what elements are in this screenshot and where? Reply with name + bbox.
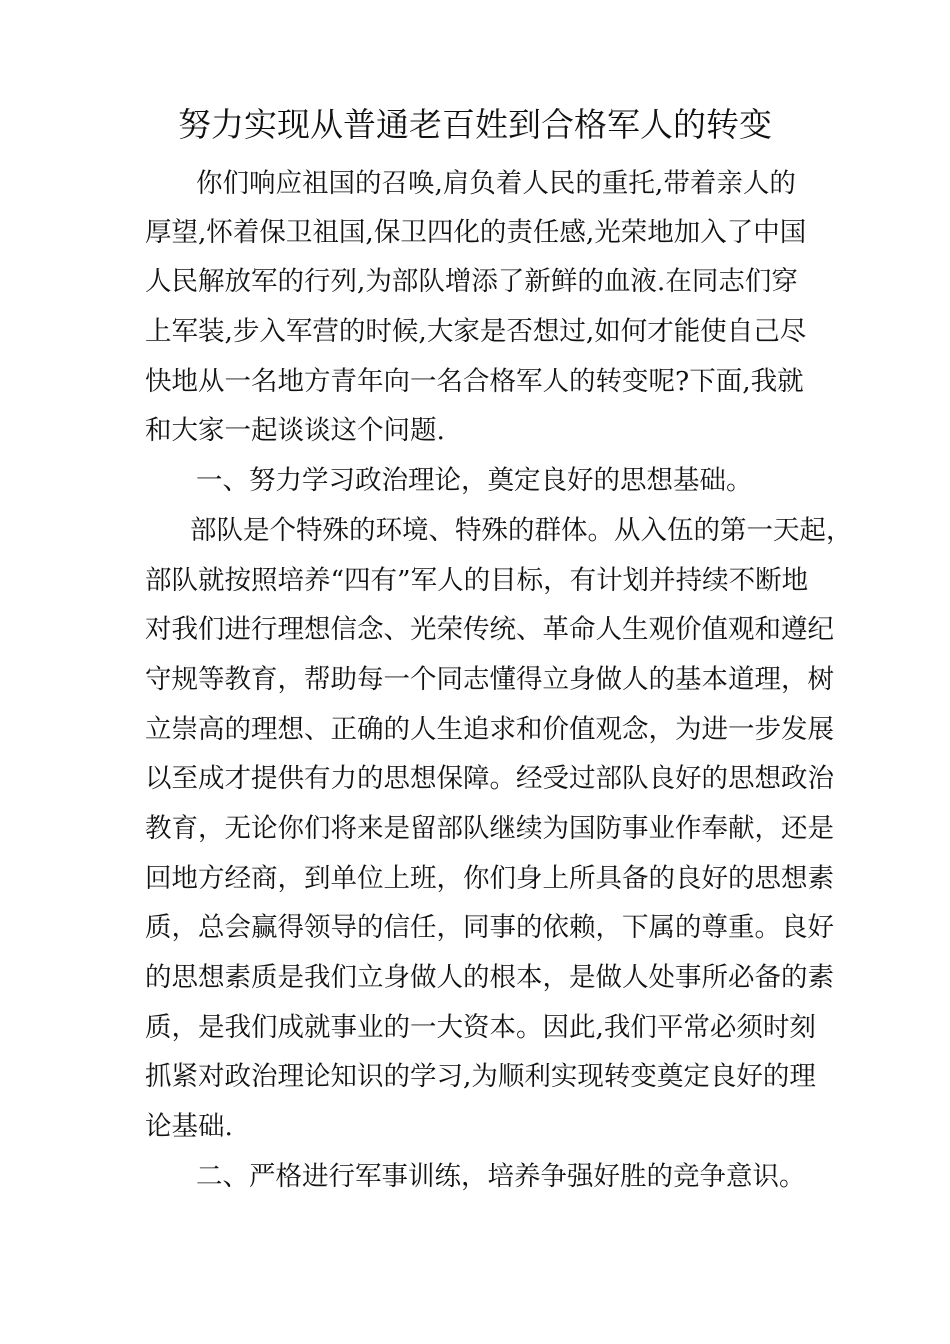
paragraph-line: 对我们进行理想信念、光荣传统、革命人生观价值观和遵纪	[145, 614, 834, 645]
paragraph-line: 厚望,怀着保卫祖国,保卫四化的责任感,光荣地加入了中国	[145, 217, 807, 248]
paragraph-line: 的思想素质是我们立身做人的根本，是做人处事所必备的素	[145, 962, 834, 993]
paragraph-line: 回地方经商，到单位上班，你们身上所具备的良好的思想素	[145, 863, 834, 894]
paragraph-line: 部队是个特殊的环境、特殊的群体。从入伍的第一天起，	[190, 515, 853, 546]
section-heading: 二、严格进行军事训练，培养争强好胜的竞争意识。	[196, 1161, 806, 1192]
paragraph-line: 上军装,步入军营的时候,大家是否想过,如何才能使自己尽	[145, 316, 807, 347]
paragraph-line: 部队就按照培养“四有”军人的目标，有计划并持续不断地	[145, 565, 809, 596]
paragraph-line: 抓紧对政治理论知识的学习,为顺利实现转变奠定良好的理	[145, 1061, 816, 1092]
document-title: 努力实现从普通老百姓到合格军人的转变	[178, 105, 772, 144]
paragraph-line: 质，是我们成就事业的一大资本。因此,我们平常必须时刻	[145, 1012, 816, 1043]
paragraph-line: 教育，无论你们将来是留部队继续为国防事业作奉献，还是	[145, 813, 834, 844]
paragraph-line: 快地从一名地方青年向一名合格军人的转变呢?下面,我就	[145, 366, 804, 397]
paragraph-line: 立崇高的理想、正确的人生追求和价值观念，为进一步发展	[145, 714, 834, 745]
paragraph-line: 和大家一起谈谈这个问题.	[145, 415, 445, 446]
paragraph-line: 你们响应祖国的召唤,肩负着人民的重托,带着亲人的	[196, 168, 796, 199]
paragraph-line: 人民解放军的行列,为部队增添了新鲜的血液.在同志们穿	[145, 266, 798, 297]
paragraph-line: 以至成才提供有力的思想保障。经受过部队良好的思想政治	[145, 763, 834, 794]
section-heading: 一、努力学习政治理论，奠定良好的思想基础。	[196, 465, 753, 496]
paragraph-line: 质，总会赢得领导的信任，同事的依赖，下属的尊重。良好	[145, 912, 834, 943]
paragraph-line: 论基础.	[145, 1111, 233, 1142]
paragraph-line: 守规等教育，帮助每一个同志懂得立身做人的基本道理，树	[145, 664, 834, 695]
